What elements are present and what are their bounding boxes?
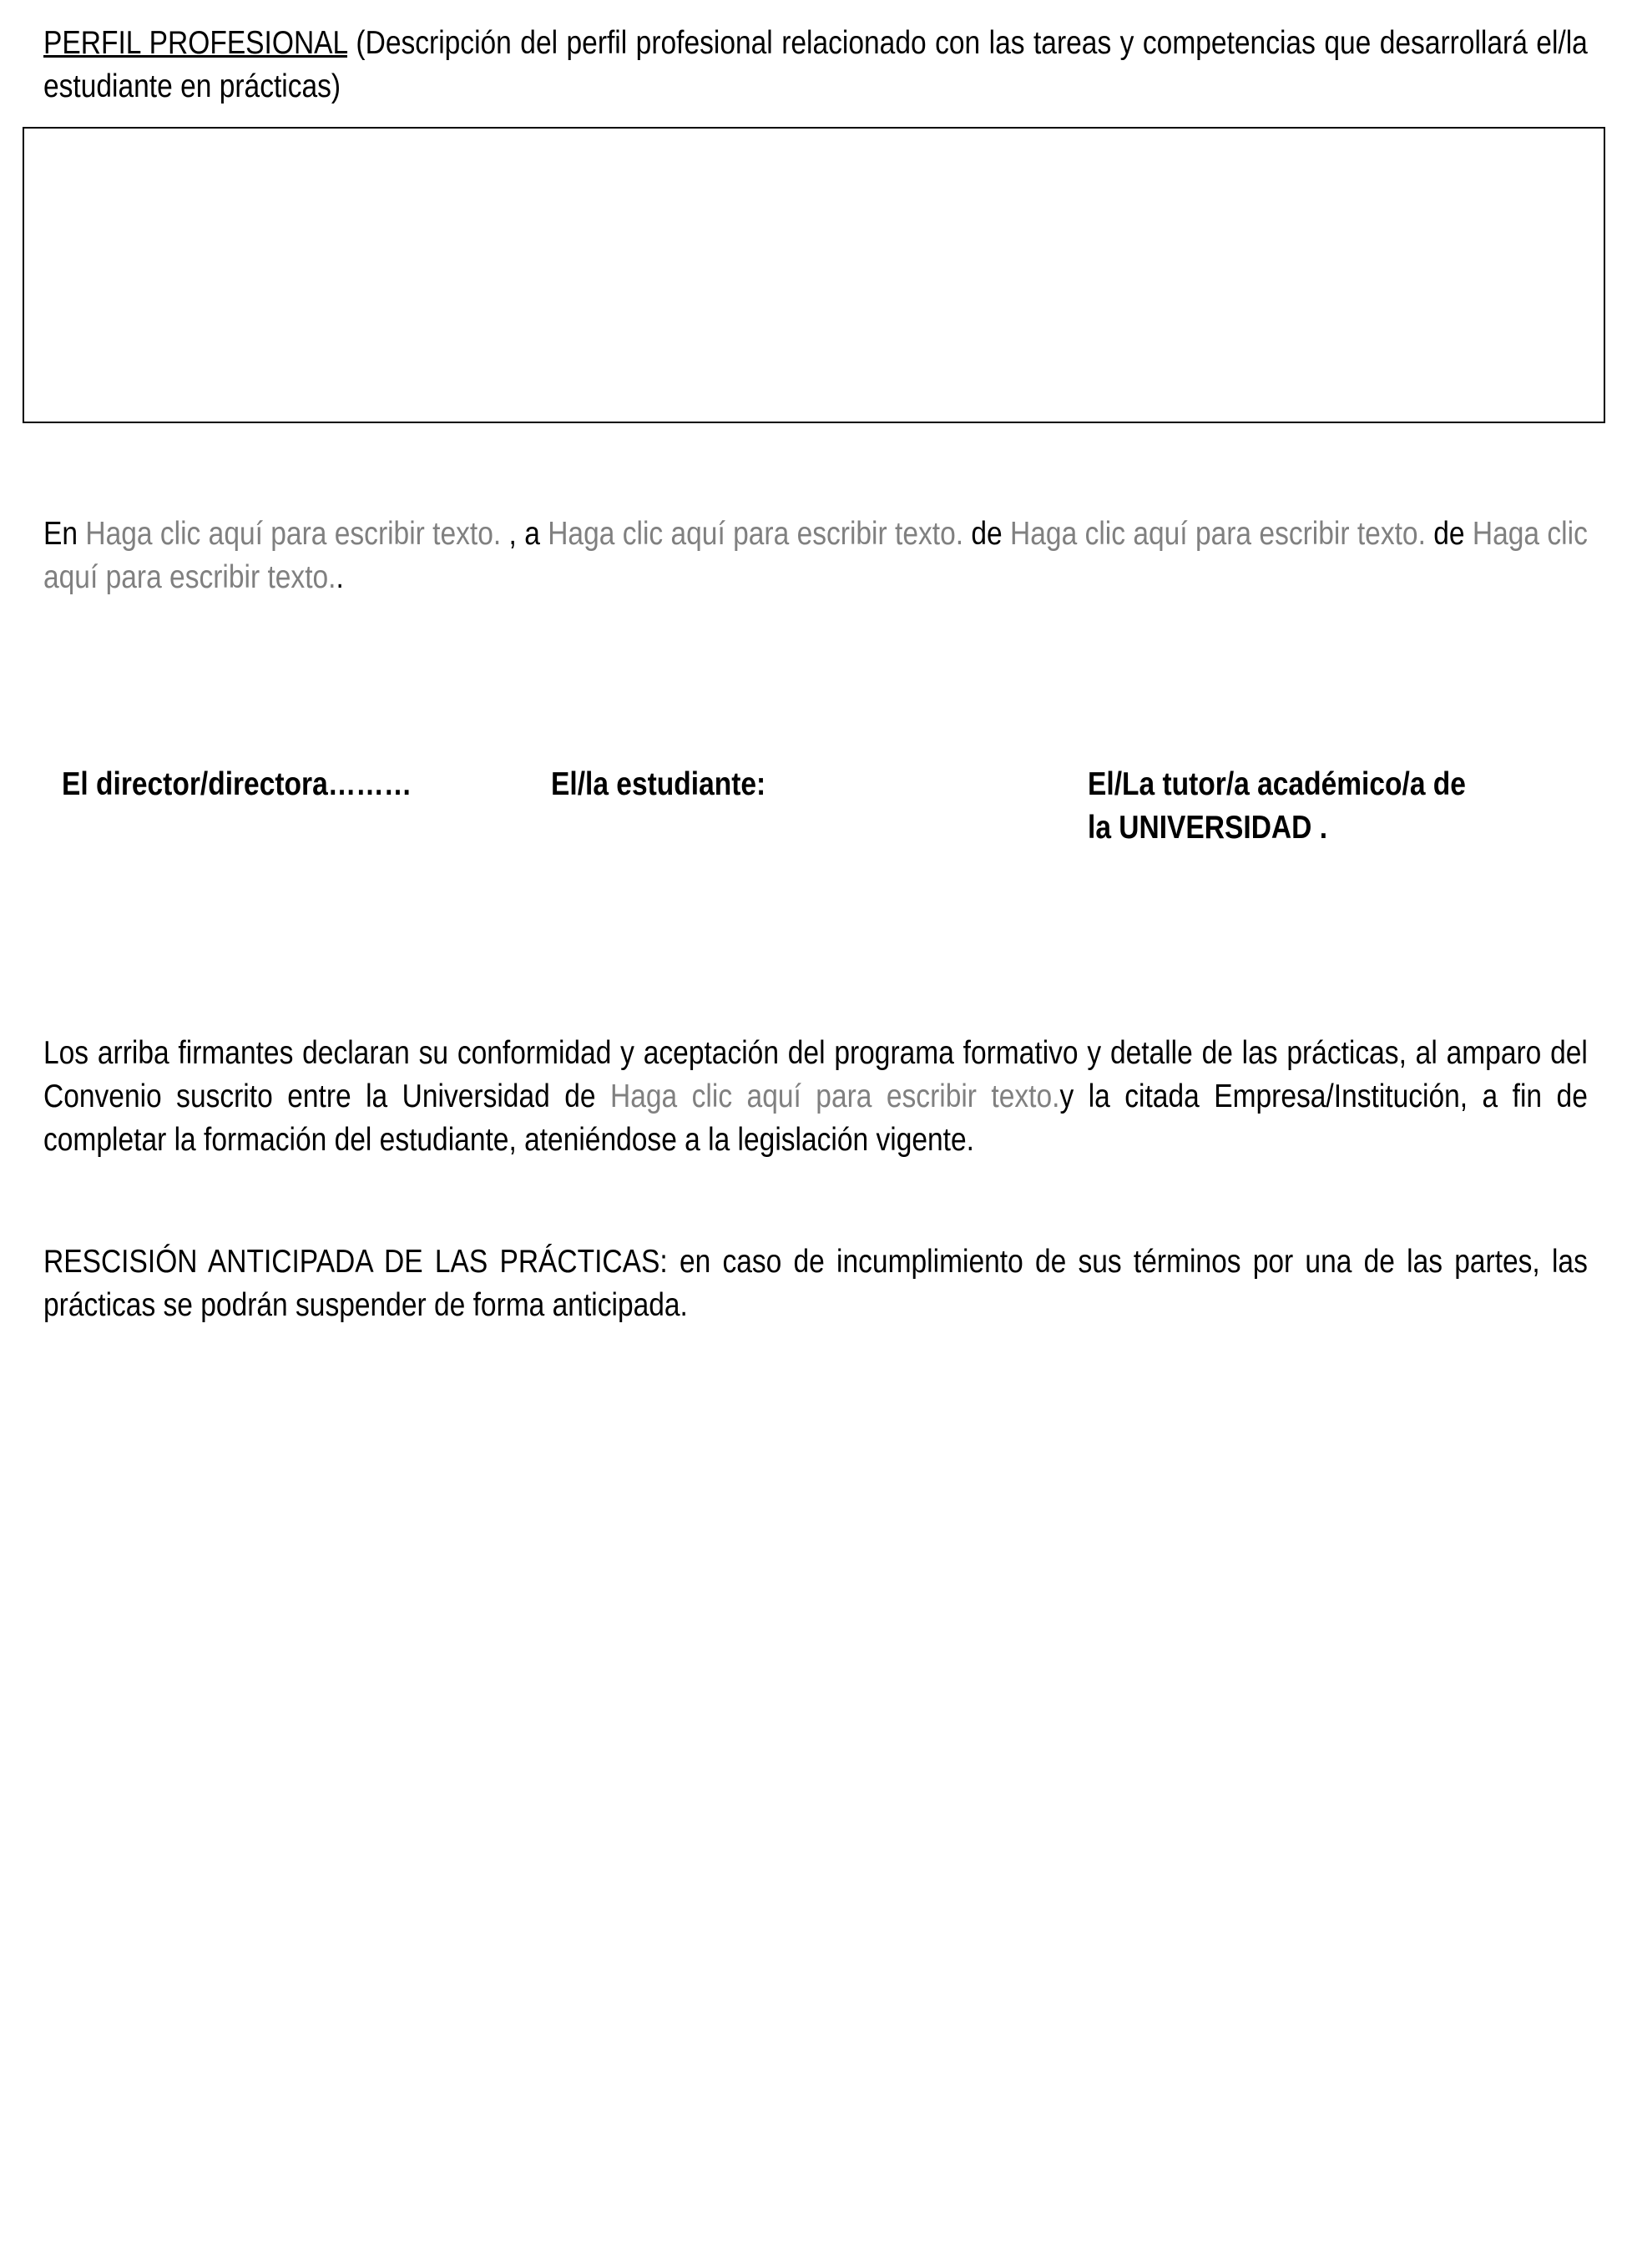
- place-date-end: .: [336, 559, 344, 595]
- signature-tutor-line1: El/La tutor/a académico/a de: [1088, 766, 1466, 802]
- year-field[interactable]: Haga clic aquí para escribir texto.: [43, 516, 1588, 595]
- agreement-text-after: y la citada Empresa/Institución, a fin de completar la formación del estudiante, ateniéndose a la legislación vigente.: [43, 1078, 1588, 1158]
- signature-tutor-line2: la UNIVERSIDAD .: [1088, 810, 1328, 846]
- profile-text-box[interactable]: [23, 127, 1605, 423]
- profile-heading-paragraph: [43, 22, 1588, 109]
- agreement-text-before: Los arriba firmantes declaran su conformidad y aceptación del programa formativo y detalle de las prácticas, al amparo del Convenio suscrito entre la Universidad de: [43, 1035, 1588, 1114]
- agreement-paragraph: [43, 1032, 1588, 1162]
- profile-description: (Descripción del perfil profesional relacionado con las tareas y competencias que desarrollará el/la estudiante en prácticas): [43, 25, 1588, 104]
- signature-director: El director/directora………: [62, 766, 412, 802]
- rescission-paragraph: RESCISIÓN ANTICIPADA DE LAS PRÁCTICAS: en caso de incumplimiento de sus términos por una de las partes, las prácticas se podrán suspender de forma anticipada.: [43, 1244, 1588, 1323]
- profile-heading: PERFIL PROFESIONAL: [43, 25, 347, 61]
- signature-student: El/la estudiante:: [551, 766, 766, 802]
- month-field[interactable]: Haga clic aquí para escribir texto.: [1010, 516, 1426, 552]
- place-field[interactable]: Haga clic aquí para escribir texto.: [85, 516, 502, 552]
- place-date-sep-a: , a: [501, 516, 548, 552]
- place-date-sep-de2: de: [1425, 516, 1473, 552]
- place-date-sep-de1: de: [963, 516, 1011, 552]
- place-date-en: En: [43, 516, 86, 552]
- university-field[interactable]: Haga clic aquí para escribir texto.: [609, 1078, 1060, 1114]
- day-field[interactable]: Haga clic aquí para escribir texto.: [548, 516, 964, 552]
- place-date-line: [43, 513, 1588, 599]
